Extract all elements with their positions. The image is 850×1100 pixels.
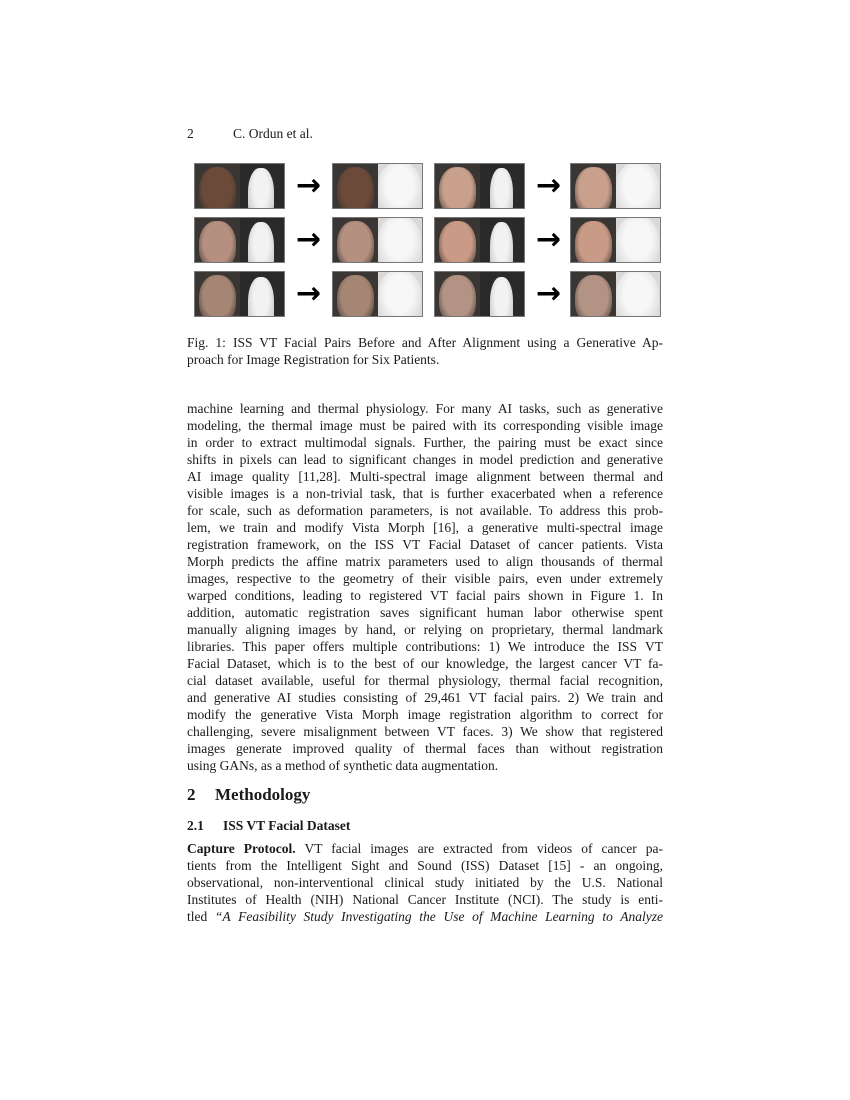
section-number: 2 bbox=[187, 785, 196, 804]
paragraph-line bbox=[187, 840, 663, 857]
right-arrow-icon: → bbox=[296, 168, 322, 203]
paragraph-line: manually aligning images by hand, or relying on proprietary, thermal landmark bbox=[187, 622, 663, 637]
visible-face-image bbox=[333, 272, 378, 316]
run-in-heading: Capture Protocol. bbox=[187, 841, 296, 856]
paragraph-line: libraries. This paper offers multiple contributions: 1) We introduce the ISS VT bbox=[187, 639, 663, 654]
paragraph-line: shifts in pixels can lead to significant changes in model prediction and generative bbox=[187, 452, 663, 467]
caption-line: proach for Image Registration for Six Patients. bbox=[187, 352, 440, 367]
paragraph-line: observational, non-interventional clinical study initiated by the U.S. National bbox=[187, 875, 663, 890]
unaligned-vt-pair bbox=[194, 271, 285, 317]
thermal-face-image bbox=[240, 164, 285, 208]
thermal-face-image bbox=[240, 218, 285, 262]
paragraph-line: visible images is a non-trivial task, that is further exacerbated when a reference bbox=[187, 486, 663, 501]
study-title: “A Feasibility Study Investigating the Use of Machine Learning to Analyze bbox=[214, 909, 663, 924]
visible-face-image bbox=[195, 218, 240, 262]
paragraph-line: addition, automatic registration saves significant human labor otherwise spent bbox=[187, 605, 663, 620]
paragraph-line: in order to extract multimodal signals. Further, the pairing must be exact since bbox=[187, 435, 663, 450]
thermal-face-image bbox=[616, 272, 661, 316]
right-arrow-icon: → bbox=[296, 222, 322, 257]
aligned-vt-pair bbox=[332, 271, 423, 317]
paragraph-line: modify the generative Vista Morph image registration algorithm to correct for bbox=[187, 707, 663, 722]
line-text: VT facial images are extracted from videos of cancer pa- bbox=[295, 841, 664, 856]
thermal-face-image bbox=[240, 272, 285, 316]
subsection-title: ISS VT Facial Dataset bbox=[223, 818, 351, 833]
figure-caption bbox=[187, 334, 663, 368]
thermal-face-image bbox=[616, 164, 661, 208]
paragraph-line: Morph predicts the affine matrix parameters used to align thousands of thermal bbox=[187, 554, 663, 569]
running-header bbox=[187, 126, 313, 142]
right-arrow-icon: → bbox=[296, 276, 322, 311]
paragraph-line: challenging, severe misalignment between VT faces. 3) We show that registered bbox=[187, 724, 663, 739]
caption-line: Fig. 1: ISS VT Facial Pairs Before and After Alignment using a Generative Ap- bbox=[187, 335, 663, 350]
paragraph-line: modeling, the thermal image must be paired with its corresponding visible image bbox=[187, 418, 663, 433]
thermal-face-image bbox=[616, 218, 661, 262]
intro-paragraph bbox=[187, 400, 663, 774]
aligned-vt-pair bbox=[570, 163, 661, 209]
unaligned-vt-pair bbox=[434, 271, 525, 317]
subsection-number: 2.1 bbox=[187, 818, 204, 833]
line-text: tled bbox=[187, 909, 215, 924]
visible-face-image bbox=[333, 164, 378, 208]
paragraph-line: tients from the Intelligent Sight and Sound (ISS) Dataset [15] - an ongoing, bbox=[187, 858, 663, 873]
thermal-face-image bbox=[378, 218, 423, 262]
paragraph-line: using GANs, as a method of synthetic data augmentation. bbox=[187, 758, 499, 773]
paragraph-line: machine learning and thermal physiology. For many AI tasks, such as generative bbox=[187, 401, 663, 416]
visible-face-image bbox=[195, 164, 240, 208]
thermal-face-image bbox=[378, 164, 423, 208]
capture-protocol-paragraph bbox=[187, 840, 663, 925]
section-heading bbox=[187, 785, 310, 805]
unaligned-vt-pair bbox=[434, 217, 525, 263]
unaligned-vt-pair bbox=[194, 217, 285, 263]
visible-face-image bbox=[435, 218, 480, 262]
paragraph-line: lem, we train and modify Vista Morph [16], a generative multi-spectral image bbox=[187, 520, 663, 535]
paragraph-line: Facial Dataset, which is to the best of our knowledge, the largest cancer VT fa- bbox=[187, 656, 663, 671]
visible-face-image bbox=[571, 164, 616, 208]
visible-face-image bbox=[333, 218, 378, 262]
paragraph-line bbox=[187, 908, 663, 925]
thermal-face-image bbox=[480, 218, 525, 262]
paragraph-line: for scale, such as deformation parameters, is not available. To address this prob- bbox=[187, 503, 663, 518]
unaligned-vt-pair bbox=[434, 163, 525, 209]
aligned-vt-pair bbox=[570, 217, 661, 263]
paragraph-line: images generate improved quality of thermal faces than without registration bbox=[187, 741, 663, 756]
page-number: 2 bbox=[187, 126, 194, 141]
aligned-vt-pair bbox=[570, 271, 661, 317]
visible-face-image bbox=[435, 164, 480, 208]
visible-face-image bbox=[435, 272, 480, 316]
thermal-face-image bbox=[378, 272, 423, 316]
aligned-vt-pair bbox=[332, 217, 423, 263]
right-arrow-icon: → bbox=[536, 168, 562, 203]
section-title: Methodology bbox=[215, 785, 311, 804]
unaligned-vt-pair bbox=[194, 163, 285, 209]
visible-face-image bbox=[571, 218, 616, 262]
paragraph-line: warped conditions, leading to registered VT facial pairs shown in Figure 1. In bbox=[187, 588, 663, 603]
visible-face-image bbox=[195, 272, 240, 316]
paragraph-line: and generative AI studies consisting of 29,461 VT facial pairs. 2) We train and bbox=[187, 690, 663, 705]
subsection-heading bbox=[187, 818, 350, 834]
thermal-face-image bbox=[480, 164, 525, 208]
running-authors: C. Ordun et al. bbox=[233, 126, 313, 141]
thermal-face-image bbox=[480, 272, 525, 316]
paragraph-line: registration framework, on the ISS VT Facial Dataset of cancer patients. Vista bbox=[187, 537, 663, 552]
visible-face-image bbox=[571, 272, 616, 316]
paragraph-line: cial dataset available, useful for thermal physiology, thermal facial recognition, bbox=[187, 673, 663, 688]
aligned-vt-pair bbox=[332, 163, 423, 209]
right-arrow-icon: → bbox=[536, 222, 562, 257]
paragraph-line: Institutes of Health (NIH) National Cancer Institute (NCI). The study is enti- bbox=[187, 892, 663, 907]
paragraph-line: AI image quality [11,28]. Multi-spectral image alignment between thermal and bbox=[187, 469, 663, 484]
figure-1 bbox=[194, 163, 664, 319]
paragraph-line: images, respective to the geometry of their visible pairs, even under extremely bbox=[187, 571, 663, 586]
right-arrow-icon: → bbox=[536, 276, 562, 311]
